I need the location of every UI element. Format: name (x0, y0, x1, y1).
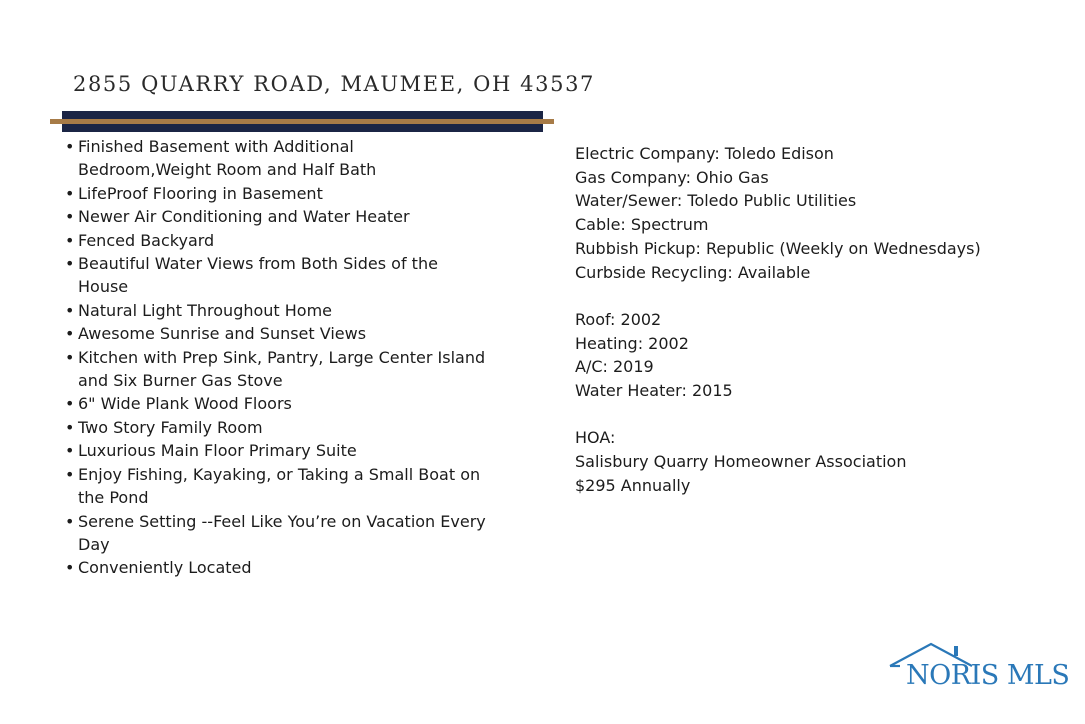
feature-text: Finished Basement with Additional Bedroom,Weight Room and Half Bath (78, 137, 377, 180)
bullet-icon: • (65, 347, 75, 367)
feature-text: Newer Air Conditioning and Water Heater (78, 207, 410, 227)
list-item (62, 205, 492, 228)
bullet-icon: • (65, 324, 75, 344)
bullet-icon: • (65, 207, 75, 227)
rubbish-pickup: Rubbish Pickup: Republic (Weekly on Wednesdays) (575, 238, 981, 258)
feature-text: Beautiful Water Views from Both Sides of the House (78, 254, 438, 297)
bullet-icon: • (65, 558, 75, 578)
noris-mls-logo (888, 640, 1068, 700)
spacer (575, 403, 1055, 427)
bullet-icon: • (65, 417, 75, 437)
feature-list (62, 135, 492, 580)
feature-text: LifeProof Flooring in Basement (78, 183, 323, 203)
bullet-icon: • (65, 394, 75, 414)
curbside-recycling: Curbside Recycling: Available (575, 262, 811, 282)
list-item (62, 182, 492, 205)
list-item (62, 392, 492, 415)
bullet-icon: • (65, 300, 75, 320)
list-item (62, 439, 492, 462)
bullet-icon: • (65, 137, 75, 156)
list-item (62, 510, 492, 557)
cable-provider: Cable: Spectrum (575, 215, 709, 235)
feature-text: 6" Wide Plank Wood Floors (78, 394, 292, 414)
bullet-icon: • (65, 183, 75, 203)
water-sewer: Water/Sewer: Toledo Public Utilities (575, 191, 857, 211)
title-accent-line (50, 119, 554, 124)
feature-text: Fenced Backyard (78, 230, 215, 250)
property-info-panel (575, 142, 1055, 498)
bullet-icon: • (65, 254, 75, 274)
property-address-title: 2855 QUARRY ROAD, MAUMEE, OH 43537 (73, 72, 595, 96)
bullet-icon: • (65, 464, 75, 484)
feature-text: Conveniently Located (78, 558, 252, 578)
list-item (62, 322, 492, 345)
list-item (62, 299, 492, 322)
list-item (62, 229, 492, 252)
list-item (62, 252, 492, 299)
hoa-name: Salisbury Quarry Homeowner Association (575, 452, 907, 472)
list-item (62, 556, 492, 579)
hoa-fee: $295 Annually (575, 475, 691, 495)
feature-text: Luxurious Main Floor Primary Suite (78, 441, 357, 461)
list-item (62, 463, 492, 510)
feature-text: Natural Light Throughout Home (78, 300, 333, 320)
gas-company: Gas Company: Ohio Gas (575, 167, 769, 187)
ac-year: A/C: 2019 (575, 357, 654, 377)
feature-text: Serene Setting --Feel Like You’re on Vacation Every Day (78, 511, 486, 554)
spacer (575, 284, 1055, 308)
bullet-icon: • (65, 511, 75, 531)
feature-text: Enjoy Fishing, Kayaking, or Taking a Small Boat on the Pond (78, 464, 481, 508)
electric-company: Electric Company: Toledo Edison (575, 144, 834, 163)
list-item (62, 346, 492, 393)
feature-text: Awesome Sunrise and Sunset Views (78, 324, 367, 344)
feature-text: Two Story Family Room (78, 417, 263, 437)
hoa-label: HOA: (575, 428, 616, 448)
list-item (62, 135, 492, 182)
feature-text: Kitchen with Prep Sink, Pantry, Large Center Island and Six Burner Gas Stove (78, 347, 486, 391)
bullet-icon: • (65, 230, 75, 250)
heating-year: Heating: 2002 (575, 333, 689, 353)
roof-year: Roof: 2002 (575, 309, 662, 329)
bullet-icon: • (65, 441, 75, 461)
list-item (62, 416, 492, 439)
water-heater-year: Water Heater: 2015 (575, 381, 733, 401)
logo-wordmark: NORIS MLS (906, 660, 1070, 691)
